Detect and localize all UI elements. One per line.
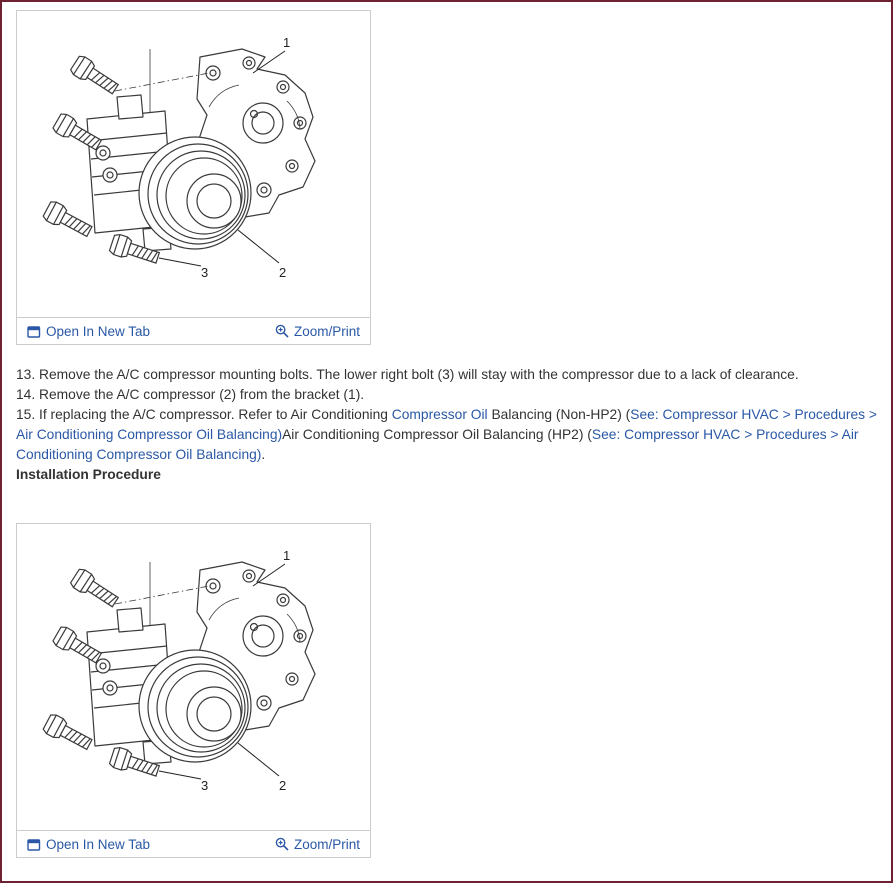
zoom-print-link[interactable] (275, 837, 360, 852)
zoom-icon (275, 837, 289, 851)
step-15-text: 15. If replacing the A/C compressor. Refer to Air Conditioning (16, 407, 392, 422)
step-15-text: Air Conditioning Compressor Oil Balancing (HP2) ( (282, 427, 592, 442)
figure-box-removal (16, 10, 371, 345)
figure-toolbar (17, 317, 370, 344)
zoom-print-link[interactable] (275, 324, 360, 339)
open-in-new-tab-icon (27, 325, 41, 338)
open-in-new-tab-icon (27, 838, 41, 851)
ac-compressor-diagram (17, 11, 370, 317)
open-in-new-tab-link[interactable] (27, 837, 150, 852)
step-15-text: Balancing (Non-HP2) ( (487, 407, 631, 422)
step-15-text: . (261, 447, 266, 462)
zoom-print-label: Zoom/Print (293, 323, 360, 339)
installation-procedure-heading: Installation Procedure (16, 467, 161, 482)
step-13: 13. Remove the A/C compressor mounting bolts. The lower right bolt (3) will stay with the compressor due to a lack of clearance. (16, 367, 799, 382)
figure-toolbar (17, 830, 370, 857)
step-15 (16, 405, 877, 465)
step-14: 14. Remove the A/C compressor (2) from the bracket (1). (16, 387, 365, 402)
zoom-icon (275, 324, 289, 338)
compressor-oil-link[interactable]: Compressor Oil (391, 407, 488, 422)
open-in-new-tab-label: Open In New Tab (46, 836, 151, 852)
open-in-new-tab-link[interactable] (27, 324, 150, 339)
ac-compressor-diagram (17, 524, 370, 830)
see-compressor-hvac-procedures-link-non-hp2[interactable]: See: Compressor HVAC > Procedures > Air Conditioning Compressor Oil Balancing) (16, 407, 877, 442)
figure-box-installation (16, 523, 371, 858)
zoom-print-label: Zoom/Print (293, 836, 360, 852)
procedure-text (16, 365, 877, 485)
see-compressor-hvac-procedures-link-hp2[interactable]: See: Compressor HVAC > Procedures > Air Conditioning Compressor Oil Balancing) (16, 427, 859, 462)
open-in-new-tab-label: Open In New Tab (46, 323, 151, 339)
